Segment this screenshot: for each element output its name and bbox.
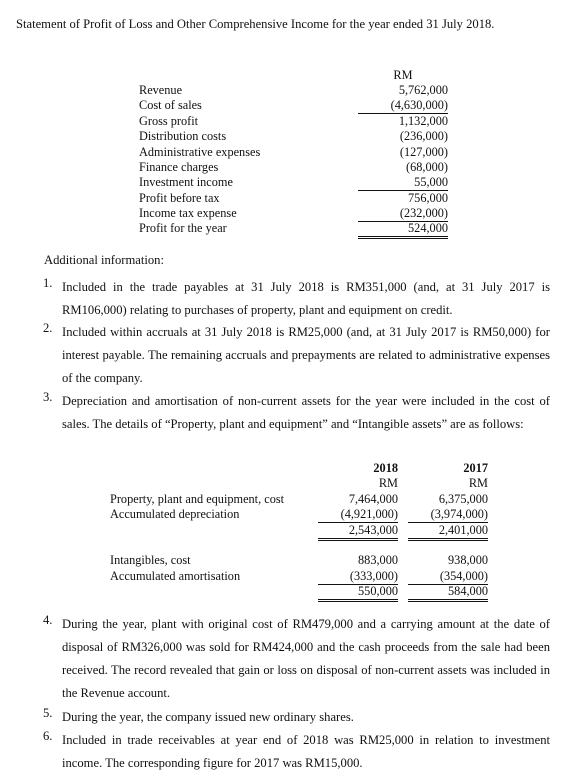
note-text: During the year, plant with original cost of RM479,000 and a carrying amount at the date of disposal of RM326,000 was sold for RM424,000 and the cash proceeds from the sale had been received. The record revealed that gain or loss on disposal of non-current assets was included in the Revenue account. — [62, 617, 550, 700]
ppe-net-2018: 2,543,000 — [318, 523, 398, 541]
note-text: Depreciation and amortisation of non-current assets for the year were included in the cost of sales. The details of “Property, plant and equipment” and “Intangible assets” are as follows: — [62, 394, 550, 431]
note-number: 5. — [43, 706, 53, 720]
year-2017-header: 2017 — [463, 461, 488, 475]
intangibles-amort-2018: (333,000) — [318, 569, 398, 585]
note-number: 4. — [43, 613, 53, 627]
ppe-cost-2017: 6,375,000 — [438, 492, 488, 506]
row-label: Distribution costs — [139, 129, 227, 143]
row-label: Income tax expense — [139, 206, 237, 220]
year-2018-header: 2018 — [373, 461, 398, 475]
intangibles-net-2018: 550,000 — [318, 584, 398, 602]
row-label: Finance charges — [139, 160, 219, 174]
intangibles-net-2017: 584,000 — [408, 584, 488, 602]
row-label: Administrative expenses — [139, 145, 261, 159]
row-label: Profit for the year — [139, 221, 227, 235]
row-label: Cost of sales — [139, 98, 202, 112]
row-label: Profit before tax — [139, 191, 220, 205]
row-value: 756,000 — [408, 191, 448, 205]
row-value: 1,132,000 — [398, 114, 448, 128]
statement-title: Statement of Profit of Loss and Other Comprehensive Income for the year ended 31 July 2018. — [16, 17, 495, 31]
intangibles-cost-label: Intangibles, cost — [110, 553, 191, 567]
currency-header: RM — [393, 68, 413, 82]
row-value: (4,630,000) — [358, 98, 448, 114]
row-label: Investment income — [139, 175, 233, 189]
row-value: 524,000 — [358, 221, 448, 239]
row-label: Revenue — [139, 83, 183, 97]
note-text: Included within accruals at 31 July 2018 is RM25,000 (and, at 31 July 2017 is RM50,000) for interest payable. The remaining accruals and prepayments are related to administrative expenses of the company. — [62, 325, 550, 385]
additional-heading: Additional information: — [44, 253, 164, 267]
intangibles-cost-2017: 938,000 — [448, 553, 488, 567]
intangibles-amort-label: Accumulated amortisation — [110, 569, 241, 583]
currency-2018: RM — [378, 476, 398, 490]
note-number: 2. — [43, 321, 53, 335]
row-value: 55,000 — [358, 175, 448, 191]
ppe-dep-2018: (4,921,000) — [318, 507, 398, 523]
ppe-cost-2018: 7,464,000 — [348, 492, 398, 506]
note-text: During the year, the company issued new ordinary shares. — [62, 710, 354, 724]
row-value: (68,000) — [405, 160, 448, 174]
row-label: Gross profit — [139, 114, 199, 128]
note-number: 3. — [43, 390, 53, 404]
note-number: 6. — [43, 729, 53, 743]
row-value: (232,000) — [358, 206, 448, 222]
row-value: (236,000) — [399, 129, 448, 143]
ppe-cost-label: Property, plant and equipment, cost — [110, 492, 285, 506]
note-text: Included in the trade payables at 31 July 2018 is RM351,000 (and, at 31 July 2017 is RM106,000) relating to purchases of property, plant and equipment on credit. — [62, 280, 550, 317]
currency-2017: RM — [468, 476, 488, 490]
ppe-net-2017: 2,401,000 — [408, 523, 488, 541]
note-number: 1. — [43, 276, 53, 290]
row-value: (127,000) — [399, 145, 448, 159]
row-value: 5,762,000 — [398, 83, 448, 97]
intangibles-cost-2018: 883,000 — [358, 553, 398, 567]
intangibles-amort-2017: (354,000) — [408, 569, 488, 585]
ppe-dep-label: Accumulated depreciation — [110, 507, 240, 521]
ppe-dep-2017: (3,974,000) — [408, 507, 488, 523]
note-text: Included in trade receivables at year end of 2018 was RM25,000 in relation to investment income. The corresponding figure for 2017 was RM15,000. — [62, 733, 550, 770]
